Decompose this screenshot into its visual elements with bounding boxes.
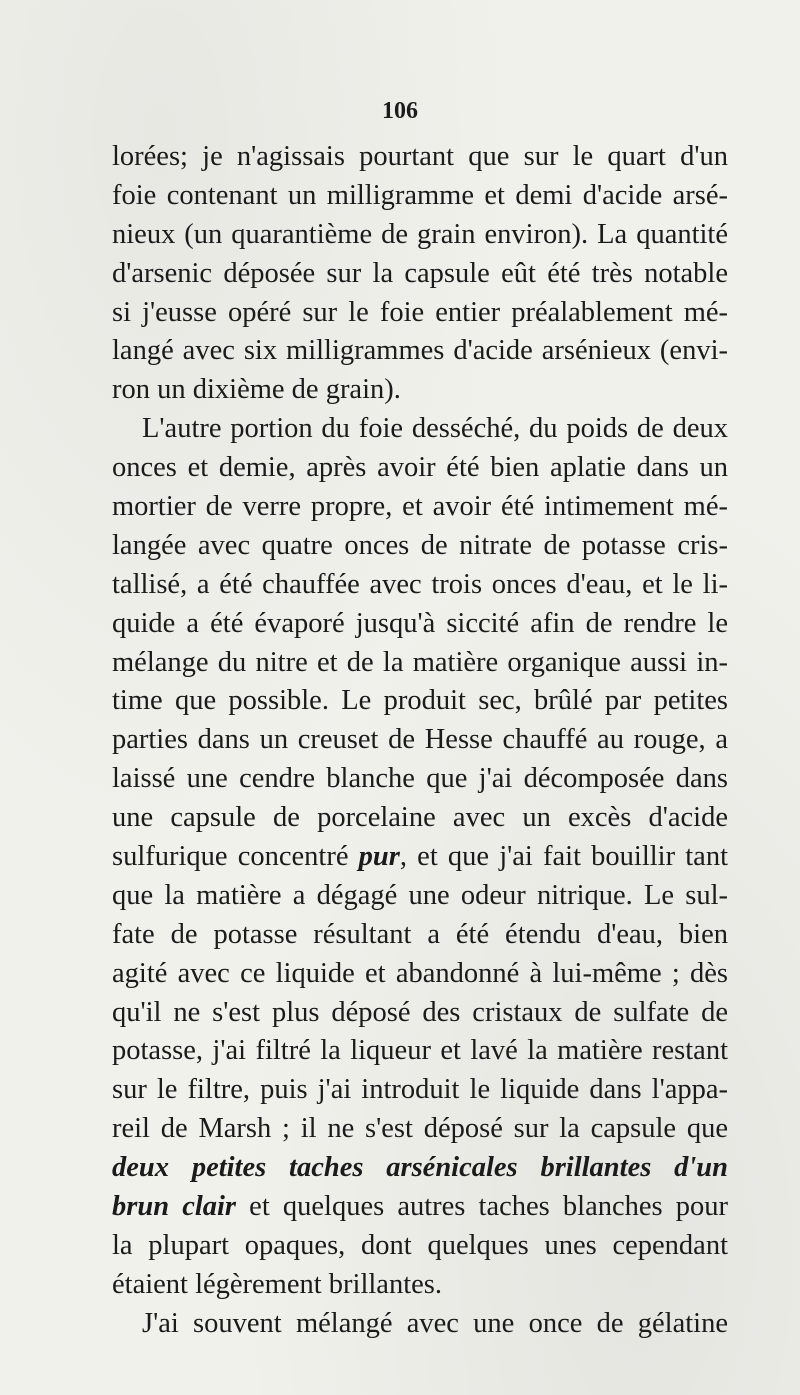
text-line xyxy=(112,371,728,410)
text-segment: lorées; je n'agissais pourtant que sur le quart d'un xyxy=(112,141,728,172)
text-line xyxy=(112,605,728,644)
text-segment: sulfurique concentré xyxy=(112,841,359,873)
text-line xyxy=(112,138,728,177)
text-segment: mélange du nitre et de la matière organique aussi in- xyxy=(112,646,728,678)
text-line xyxy=(112,1305,728,1344)
page-number: 106 xyxy=(382,98,418,124)
text-line xyxy=(112,294,728,333)
text-line xyxy=(112,760,728,799)
text-line xyxy=(112,1227,728,1266)
text-line xyxy=(112,721,728,760)
text-line xyxy=(112,644,728,683)
text-line xyxy=(112,527,728,566)
text-segment: ron un dixième de grain). xyxy=(112,374,401,406)
text-line xyxy=(112,1188,728,1227)
text-line xyxy=(112,838,728,877)
text-segment: foie contenant un milligramme et demi d'acide arsé- xyxy=(112,179,728,211)
text-line xyxy=(112,332,728,371)
text-segment: tallisé, a été chauffée avec trois onces d'eau, et le li- xyxy=(112,568,728,600)
text-segment: si j'eusse opéré sur le foie entier préalablement mé- xyxy=(112,296,728,328)
text-line xyxy=(112,255,728,294)
text-segment: d'arsenic déposée sur la capsule eût été très notable xyxy=(112,257,728,289)
text-line xyxy=(112,488,728,527)
italic-text: brun clair xyxy=(112,1191,237,1223)
text-line xyxy=(112,799,728,838)
text-segment: qu'il ne s'est plus déposé des cristaux de sulfate de xyxy=(112,996,728,1028)
text-segment: parties dans un creuset de Hesse chauffé au rouge, a xyxy=(112,724,728,756)
text-segment: langée avec quatre onces de nitrate de potasse cris- xyxy=(112,529,728,561)
text-line xyxy=(112,177,728,216)
text-segment: quide a été évaporé jusqu'à siccité afin de rendre le xyxy=(112,607,728,639)
text-segment: la plupart opaques, dont quelques unes cependant xyxy=(112,1229,728,1261)
text-segment: reil de Marsh ; il ne s'est déposé sur la capsule que xyxy=(112,1113,728,1145)
text-line xyxy=(112,1149,728,1188)
text-line xyxy=(112,566,728,605)
text-line xyxy=(112,1071,728,1110)
italic-text: deux petites taches arsénicales brillantes d'un xyxy=(112,1152,728,1184)
text-segment: que la matière a dégagé une odeur nitrique. Le sul- xyxy=(112,879,728,911)
text-segment: étaient légèrement brillantes. xyxy=(112,1268,442,1300)
text-line xyxy=(112,216,728,255)
text-segment: laissé une cendre blanche que j'ai décomposée dans xyxy=(112,763,728,795)
text-line xyxy=(112,682,728,721)
text-segment: time que possible. Le produit sec, brûlé par petites xyxy=(112,685,728,717)
text-line xyxy=(112,410,728,449)
text-segment: une capsule de porcelaine avec un excès d'acide xyxy=(112,802,728,834)
text-segment: langé avec six milligrammes d'acide arsénieux (envi- xyxy=(112,335,728,367)
text-line xyxy=(112,955,728,994)
text-line xyxy=(112,1110,728,1149)
text-line xyxy=(112,916,728,955)
text-segment: potasse, j'ai filtré la liqueur et lavé la matière restant xyxy=(112,1035,728,1067)
text-line xyxy=(112,1266,728,1305)
text-line xyxy=(112,994,728,1033)
text-segment: J'ai souvent mélangé avec une once de gélatine xyxy=(142,1307,728,1339)
text-segment: fate de potasse résultant a été étendu d'eau, bien xyxy=(112,918,728,950)
text-segment: onces et demie, après avoir été bien aplatie dans un xyxy=(112,452,728,484)
body-text xyxy=(112,138,728,1344)
text-segment: et quelques autres taches blanches pour xyxy=(236,1191,728,1223)
text-segment: mortier de verre propre, et avoir été intimement mé- xyxy=(112,491,728,523)
text-segment: agité avec ce liquide et abandonné à lui-même ; dès xyxy=(112,957,728,989)
italic-text: pur xyxy=(358,841,400,873)
text-segment: nieux (un quarantième de grain environ). La quantité xyxy=(112,218,728,250)
text-segment: , et que j'ai fait bouillir tant xyxy=(399,841,728,873)
text-segment: sur le filtre, puis j'ai introduit le liquide dans l'appa- xyxy=(112,1074,728,1106)
text-line xyxy=(112,449,728,488)
text-segment: L'autre portion du foie desséché, du poids de deux xyxy=(142,413,728,445)
text-line xyxy=(112,1032,728,1071)
text-line xyxy=(112,877,728,916)
